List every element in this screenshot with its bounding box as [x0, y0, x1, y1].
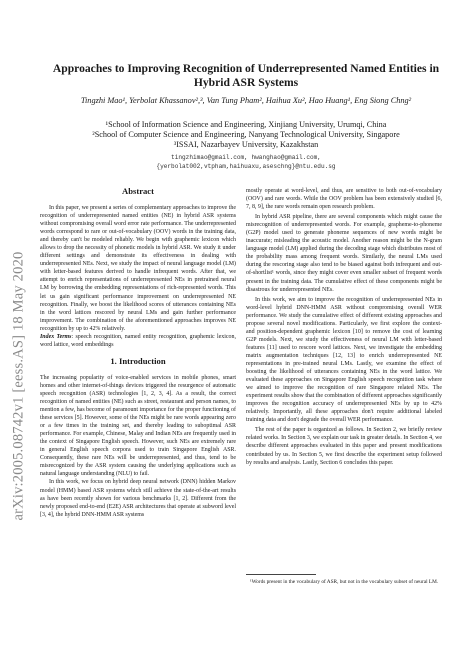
title-line: Hybrid ASR Systems — [193, 76, 299, 89]
author-list: Tingzhi Mao¹, Yerbolat Khassanov²,³, Van Tung Pham², Haihua Xu², Hao Huang¹, Eng Siong Chng² — [80, 96, 412, 105]
footnote-text: ¹Words present in the vocabulary of ASR, but not in the vocabulary subset of neural LM. — [250, 579, 439, 585]
paragraph: In hybrid ASR pipeline, there are several components which might cause the misrecognition of underrepresented words. For example, grapheme-to-phoneme (G2P) model used to generate phoneme sequences of new words might be inaccurate; misleading the acoustic model. Another reason might be the N-gram language model (LM) applied during the decoding stage which distributes most of the probability mass among frequent words. Similarly, the neural LMs used during the rescoring stage also tend to be biased against both infrequent and out-of-shortlist¹ words, since they might cover even smaller subset of frequent words present in the training data. The cumulative effect of these components might be disastrous for underrepresented NEs. — [246, 214, 442, 293]
abstract-text: In this paper, we present a series of complementary approaches to improve the recognition of underrepresented named entities (NE) in hybrid ASR systems without compromising overall word error rate performance. The underrepresented words correspond to rare or out-of-vocabulary (OOV) words in the training data, and thereby can't be modeled reliably. We begin with graphemic lexicon which allows to drop the necessity of phonetic models in hybrid ASR. We study it under different settings and demonstrate its effectiveness in dealing with underrepresented NEs. Next, we study the impact of neural language model (LM) with letter-based features derived to handle infrequent words. After that, we attempt to enrich representations of underrepresented NEs in pretrained neural LM by borrowing the embedding representations of rich-represented words. This let us gain significant performance improvement on underrepresented NE recognition. Finally, we boost the likelihood scores of utterances containing NEs in the word lattices rescored by neural LMs and gain further performance improvement. The combination of the aforementioned approaches improves NE recognition by up to 42% relatively. — [40, 205, 236, 332]
affiliation-line: ¹School of Information Science and Engineering, Xinjiang University, Urumqi, China — [105, 120, 387, 129]
paragraph: In this work, we aim to improve the recognition of underrepresented NEs in word-level hybrid DNN-HMM ASR without compromising overall WER performance. We study the cumulative effect of different existing approaches and propose several novel modifications. Particularly, we first explore the context- and position-dependent graphemic lexicon [10] to remove the cost of learning G2P models. Next, we study the effectiveness of neural LM with letter-based features [11] used to rescore word lattices. Next, we investigate the embedding matrix augmentation techniques [12, 13] to enrich underrepresented NE representations in pre-trained neural LMs. Lastly, we examine the effect of boosting the likelihood of utterances containing NEs in the word lattice. We evaluated these approaches on Singapore English speech recognition task where we aimed to improve the recognition of rare Singapore related NEs. The experiment results show that the combination of different approaches significantly improves the recognition accuracy of underrepresented NEs by up to 42% relatively. Importantly, all these approaches don't require additional labeled training data and don't degrade the overall WER performance. — [246, 296, 442, 424]
paragraph: mostly operate at word-level, and thus, are sensitive to both out-of-vocabulary (OOV) and rare words. While the OOV problem has been extensively studied [6, 7, 8, 9], the rare words remain open research problem. — [246, 188, 442, 211]
abstract-heading: Abstract — [122, 186, 154, 196]
introduction-heading: 1. Introduction — [110, 355, 166, 366]
paragraph: In this work, we focus on hybrid deep neural network (DNN) hidden Markov model (HMM) based ASR systems which still achieve the state-of-the-art results as have been recently shown for various benchmarks [1, 2]. Different from the newly proposed end-to-end (E2E) ASR architectures that operate at subword level [3, 4], the hybrid DNN-HMM ASR systems — [40, 479, 236, 518]
affiliation-line: ³ISSAI, Nazarbayev University, Kazakhstan — [173, 140, 319, 149]
footnote — [246, 574, 442, 586]
right-column — [246, 187, 442, 467]
arxiv-identifier: arXiv:2005.08742v1 [eess.AS] 18 May 2020 — [10, 251, 27, 521]
paper-title — [36, 62, 456, 90]
email-line: {yerbolat002,vtpham,haihuaxu,aseschng}@ntu.edu.sg — [156, 162, 336, 170]
index-terms-text: : speech recognition, named entity recognition, graphemic lexicon, word lattice, word embeddings — [40, 333, 236, 348]
author-emails — [36, 154, 456, 171]
footnote-rule — [246, 574, 316, 575]
index-terms-label: Index Terms — [40, 333, 72, 340]
paragraph: The rest of the paper is organized as follows. In Section 2, we briefly review related works. In Section 3, we explain our task in greater details. In Section 4, we describe different approaches evaluated in this paper and present modifications contributed by us. In Section 5, we first describe the experiment setup followed by results and analysis. Lastly, Section 6 concludes this paper. — [246, 427, 442, 466]
affiliation-line: ²School of Computer Science and Engineering, Nanyang Technological University, Singapore — [92, 130, 400, 139]
left-column — [40, 186, 236, 519]
affiliations — [36, 120, 456, 150]
arxiv-side-stamp — [9, 176, 29, 596]
paragraph: The increasing popularity of voice-enabled services in mobile phones, smart homes and other internet-of-things devices triggered the resurgence of automatic speech recognition (ASR) technologies [1, 2, 3, 4]. As a result, the correct recognition of named entities (NE) such as street, restaurant and person names, to mention a few, has become of paramount importance for the proper functioning of these services [5]. However, some of the NEs might be rare words appearing zero or a few times in the training set, and thereby leading to suboptimal ASR performance. For example, Chinese, Malay and Indian NEs are frequently used in the context of Singapore English speech. However, such NEs are extremely rare in general English speech corpora used to train Singapore English ASR. Consequently, these rare NEs will be underrepresented, and thus, tend to be misrecognized by the ASR system causing the underlying applications such as natural language understanding (NLU) to fail. — [40, 374, 236, 478]
title-line: Approaches to Improving Recognition of Underrepresented Named Entities in — [52, 62, 440, 75]
index-terms — [40, 333, 236, 349]
email-line: tingzhimao@gmail.com, hwanghao@gmail.com, — [171, 154, 321, 161]
